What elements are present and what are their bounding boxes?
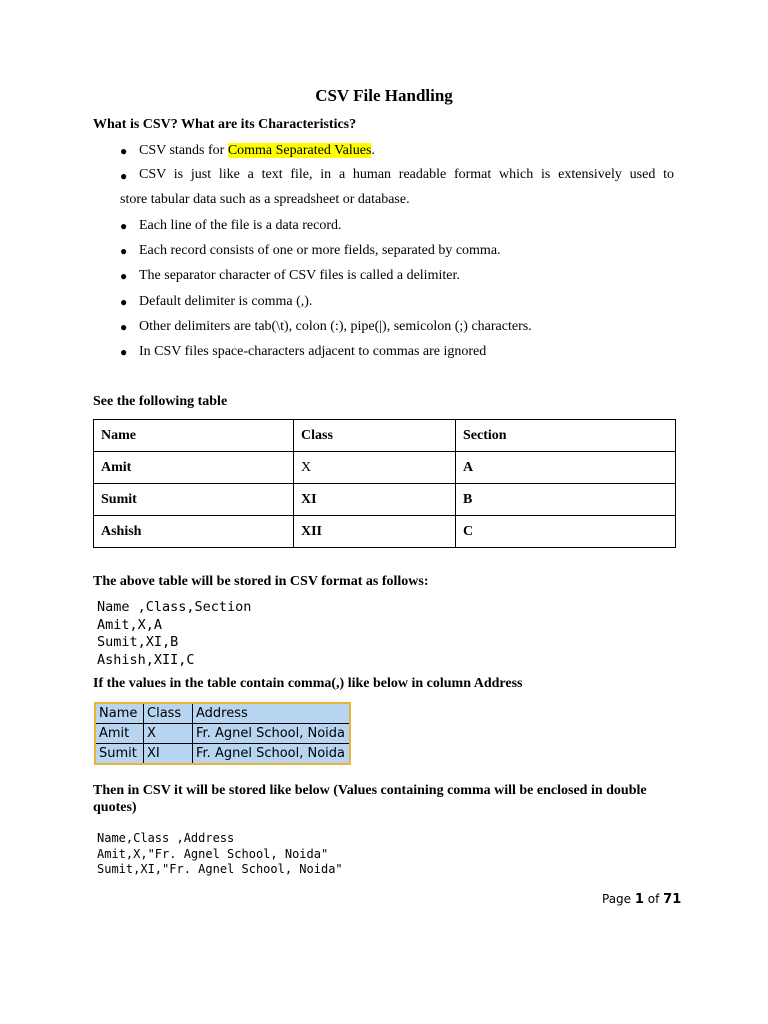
bullet-dot-icon: ● (120, 219, 128, 233)
bullet-dot-icon: ● (120, 269, 128, 283)
page-footer: Page 1 of 71 (602, 892, 682, 907)
csv-quoted-code-block: Name,Class ,Address Amit,X,"Fr. Agnel School, Noida" Sumit,XI,"Fr. Agnel School, Noida" (97, 831, 343, 876)
bullet-dot-icon: ● (120, 169, 128, 183)
bullet-dot-icon: ● (120, 244, 128, 258)
table-cell: Fr. Agnel School, Noida (193, 724, 351, 744)
table-header-row (94, 420, 676, 452)
table-cell: C (456, 516, 676, 548)
table-header-row (95, 703, 350, 724)
table-header-cell: Name (95, 703, 144, 724)
address-table-image (94, 702, 351, 765)
table-cell: Amit (95, 724, 144, 744)
table-header-cell: Class (294, 420, 456, 452)
table-cell: Amit (94, 452, 294, 484)
table-cell: X (144, 724, 193, 744)
table-cell: Fr. Agnel School, Noida (193, 744, 351, 765)
heading-see-table: See the following table (93, 394, 228, 409)
table-header-cell: Name (94, 420, 294, 452)
heading-what-is-csv: What is CSV? What are its Characteristics? (93, 117, 357, 132)
student-table (93, 419, 676, 548)
heading-csv-format: The above table will be stored in CSV format as follows: (93, 574, 429, 589)
table-row (95, 724, 350, 744)
table-cell: X (294, 452, 456, 484)
table-cell: B (456, 484, 676, 516)
page-title: CSV File Handling (315, 86, 453, 105)
table-row (95, 744, 350, 765)
current-page-number: 1 (634, 892, 644, 907)
table-header-cell: Class (144, 703, 193, 724)
bullet-text-continuation: store tabular data such as a spreadsheet or database. (120, 192, 410, 207)
heading-quoted-values: Then in CSV it will be stored like below (Values containing comma will be enclosed in double quotes) (93, 783, 647, 815)
csv-code-block: Name ,Class,Section Amit,X,A Sumit,XI,B Ashish,XII,C (97, 599, 252, 668)
document-page: CSV File Handling What is CSV? What are its Characteristics? ● CSV stands for Comma Separated Values. ● CSV is just like a text file, in a human readable format which is extensively used to store tabular data such as a spreadsheet or database. ● Each line of the file is a data record. ● Each record consists of one or more fields, separated by comma. ● The separator character of CSV files is called a delimiter. ● Default delimiter is comma (,). ● Other delimiters are tab(\t), colon (:), pipe(|), semicolon (;) characters. ● In CSV files space-characters adjacent to commas are ignored See the following table Name Class Section Amit X A Sumit XI B Ashish XII C The above table will be stored in CSV format as follows: Name ,Class,Section Amit,X,A Sumit,XI,B Ashish,XII,C If the values in the table contain comma(,) like below in column Address Name Class Address Amit X Fr. Agnel School, Noida Sumit XI Fr. Agnel School, Noida Then in CSV it will be stored like below (Values containing comma will be enclosed in double quotes) Name,Class ,Address Amit,X,"Fr. Agnel School, Noida" Sumit,XI,"Fr. Agnel School, Noida" Page 1 of 71 (0, 0, 768, 1024)
table-header-cell: Address (193, 703, 351, 724)
bullet-dot-icon: ● (120, 144, 128, 158)
table-row (94, 484, 676, 516)
heading-comma-values: If the values in the table contain comma(,) like below in column Address (93, 676, 523, 691)
table-cell: XI (144, 744, 193, 765)
table-cell: XI (294, 484, 456, 516)
bullet-dot-icon: ● (120, 345, 128, 359)
bullet-text-line: CSV is just like a text file, in a human readable format which is extensively used to (139, 167, 674, 182)
table-cell: XII (294, 516, 456, 548)
table-row (94, 516, 676, 548)
bullet-dot-icon: ● (120, 295, 128, 309)
table-cell: A (456, 452, 676, 484)
total-pages: 71 (663, 892, 682, 907)
table-cell: Ashish (94, 516, 294, 548)
bullet-dot-icon: ● (120, 320, 128, 334)
table-header-cell: Section (456, 420, 676, 452)
table-row (94, 452, 676, 484)
table-cell: Sumit (94, 484, 294, 516)
highlighted-text: Comma Separated Values (227, 143, 372, 158)
table-cell: Sumit (95, 744, 144, 765)
